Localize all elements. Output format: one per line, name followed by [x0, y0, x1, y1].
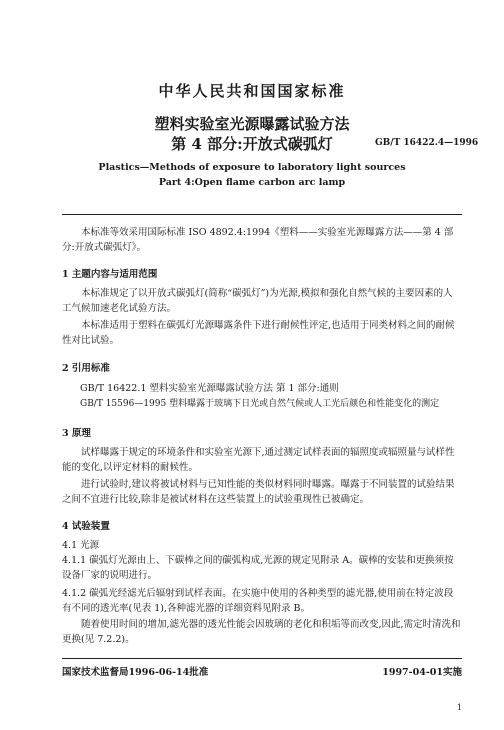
- section-4-heading: 4 试验装置: [62, 521, 110, 532]
- standard-code: GB/T 16422.4—1996: [375, 138, 479, 148]
- title-chinese-line-1: 塑料实验室光源曝露试验方法: [154, 115, 350, 133]
- page-number: 1: [456, 703, 462, 712]
- section-3-heading: 3 原理: [62, 428, 91, 439]
- top-divider: [62, 214, 462, 215]
- section-3-paragraph-1: 试样曝露于规定的环境条件和实验室光源下,通过测定试样表面的辐照度或辐照量与试样性能的变化,以评定材料的耐候性。: [62, 447, 455, 473]
- section-2-heading: 2 引用标准: [62, 363, 110, 374]
- title-chinese-line-2: 第 4 部分:开放式碳弧灯: [171, 135, 333, 153]
- intro-paragraph: 本标准等效采用国际标准 ISO 4892.4:1994《塑料——实验室光源曝露方法——第 4 部分:开放式碳弧灯》。: [62, 227, 454, 253]
- section-1-paragraph-1: 本标准规定了以开放式碳弧灯(简称“碳弧灯”)为光源,模拟和强化自然气候的主要因素的人工气候加速老化试验方法。: [62, 288, 453, 314]
- bottom-divider: [62, 658, 462, 659]
- subsection-4-1-heading: 4.1 光源: [62, 540, 100, 551]
- reference-1: GB/T 16422.1 塑料实验室光源曝露试验方法 第 1 部分:通则: [80, 383, 339, 394]
- implementation-date: 1997-04-01实施: [382, 667, 462, 678]
- title-english-line-2: Part 4:Open flame carbon arc lamp: [158, 177, 346, 188]
- approval-date: 国家技术监督局1996-06-14批准: [62, 667, 209, 678]
- title-english-line-1: Plastics—Methods of exposure to laboratory light sources: [98, 162, 406, 173]
- section-1-heading: 1 主题内容与适用范围: [62, 269, 158, 280]
- standard-type-header: 中华人民共和国国家标准: [158, 82, 346, 100]
- clause-4-1-2: 4.1.2 碳弧光经滤光后辐射到试样表面。在实施中使用的各种类型的滤光器,使用前在特定波段有不同的透光率(见表 1),各种滤光器的详细资料见附录 B。: [62, 588, 454, 614]
- section-3-paragraph-2: 进行试验时,建议将被试材料与已知性能的类似材料同时曝露。曝露于不同装置的试验结果之间不宜进行比较,除非是被试材料在这些装置上的试验重现性已被确定。: [62, 479, 455, 505]
- clause-4-1-2-paragraph-2: 随着使用时间的增加,滤光器的透光性能会因玻璃的老化和积垢等而改变,因此,需定时清洗和更换(见 7.2.2)。: [62, 619, 461, 645]
- clause-4-1-1: 4.1.1 碳弧灯光源由上、下碳棒之间的碳弧构成,光源的规定见附录 A。碳棒的安装和更换须按设备厂家的说明进行。: [62, 555, 454, 581]
- reference-2: GB/T 15596—1995 塑料曝露于玻璃下日光或自然气候或人工光后颜色和性能变化的测定: [80, 399, 440, 409]
- section-1-paragraph-2: 本标准适用于塑料在碳弧灯光源曝露条件下进行耐候性评定,也适用于同类材料之间的耐候性对比试验。: [62, 320, 455, 346]
